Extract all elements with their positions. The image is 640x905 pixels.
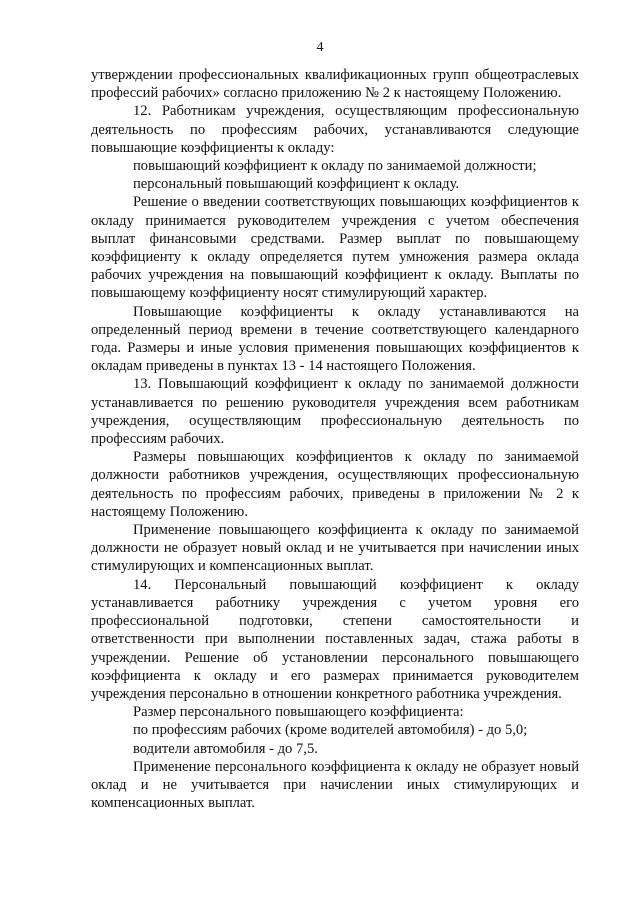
list-item-workers-limit: по профессиям рабочих (кроме водителей автомобиля) - до 5,0;	[133, 722, 528, 739]
paragraph-application: Применение повышающего коэффициента к окладу по занимаемой должности не образует новый оклад и не учитывается при начислении иных стимулирующих и компенсационных выплат.	[91, 522, 579, 575]
paragraph-period: Повышающие коэффициенты к окладу устанавливаются на определенный период времени в течение соответствующего календарного года. Размеры и иные условия применения повышающих коэффициентов к окладам приведены в пунктах 13 - 14 настоящего Положения.	[91, 303, 579, 375]
paragraph-continuation: утверждении профессиональных квалификационных групп общеотраслевых профессий рабочих» согласно приложению № 2 к настоящему Положению.	[91, 67, 579, 102]
paragraph-clause-13: 13. Повышающий коэффициент к окладу по занимаемой должности устанавливается по решению руководителя учреждения всем работникам учреждения, осуществляющим профессиональную деятельность по профессиям рабочих.	[91, 376, 579, 448]
list-item-personal-coefficient: персональный повышающий коэффициент к окладу.	[133, 176, 460, 193]
document-body	[91, 66, 579, 812]
paragraph-personal-application: Применение персонального коэффициента к окладу не образует новый оклад и не учитывается при начислении иных стимулирующих и компенсационных выплат.	[91, 758, 579, 812]
paragraph-size-heading: Размер персонального повышающего коэффициента:	[133, 704, 464, 721]
paragraph-clause-12: 12. Работникам учреждения, осуществляющим профессиональную деятельность по профессиям рабочих, устанавливаются следующие повышающие коэффициенты к окладу:	[91, 103, 579, 156]
paragraph-decision: Решение о введении соответствующих повышающих коэффициентов к окладу принимается руководителем учреждения с учетом обеспечения выплат финансовыми средствами. Размер выплат по повышающему коэффициенту к окладу определяется путем умножения размера оклада рабочих учреждения на повышающий коэффициент к окладу. Выплаты по повышающему коэффициенту носят стимулирующий характер.	[91, 194, 579, 302]
list-item-drivers-limit: водители автомобиля - до 7,5.	[133, 740, 318, 757]
page-number: 4	[316, 40, 324, 55]
list-item-position-coefficient: повышающий коэффициент к окладу по занимаемой должности;	[133, 158, 537, 175]
paragraph-clause-14: 14. Персональный повышающий коэффициент к окладу устанавливается работнику учреждения с учетом уровня его профессиональной подготовки, степени самостоятельности и ответственности при выполнении поставленных задач, стажа работы в учреждении. Решение об установлении персонального повышающего коэффициента к окладу и его размерах принимается руководителем учреждения персонально в отношении конкретного работника учреждения.	[91, 576, 579, 702]
paragraph-sizes: Размеры повышающих коэффициентов к окладу по занимаемой должности работников учреждения, осуществляющих профессиональную деятельность по профессиям рабочих, приведены в приложении № 2 к настоящему Положению.	[91, 449, 579, 520]
